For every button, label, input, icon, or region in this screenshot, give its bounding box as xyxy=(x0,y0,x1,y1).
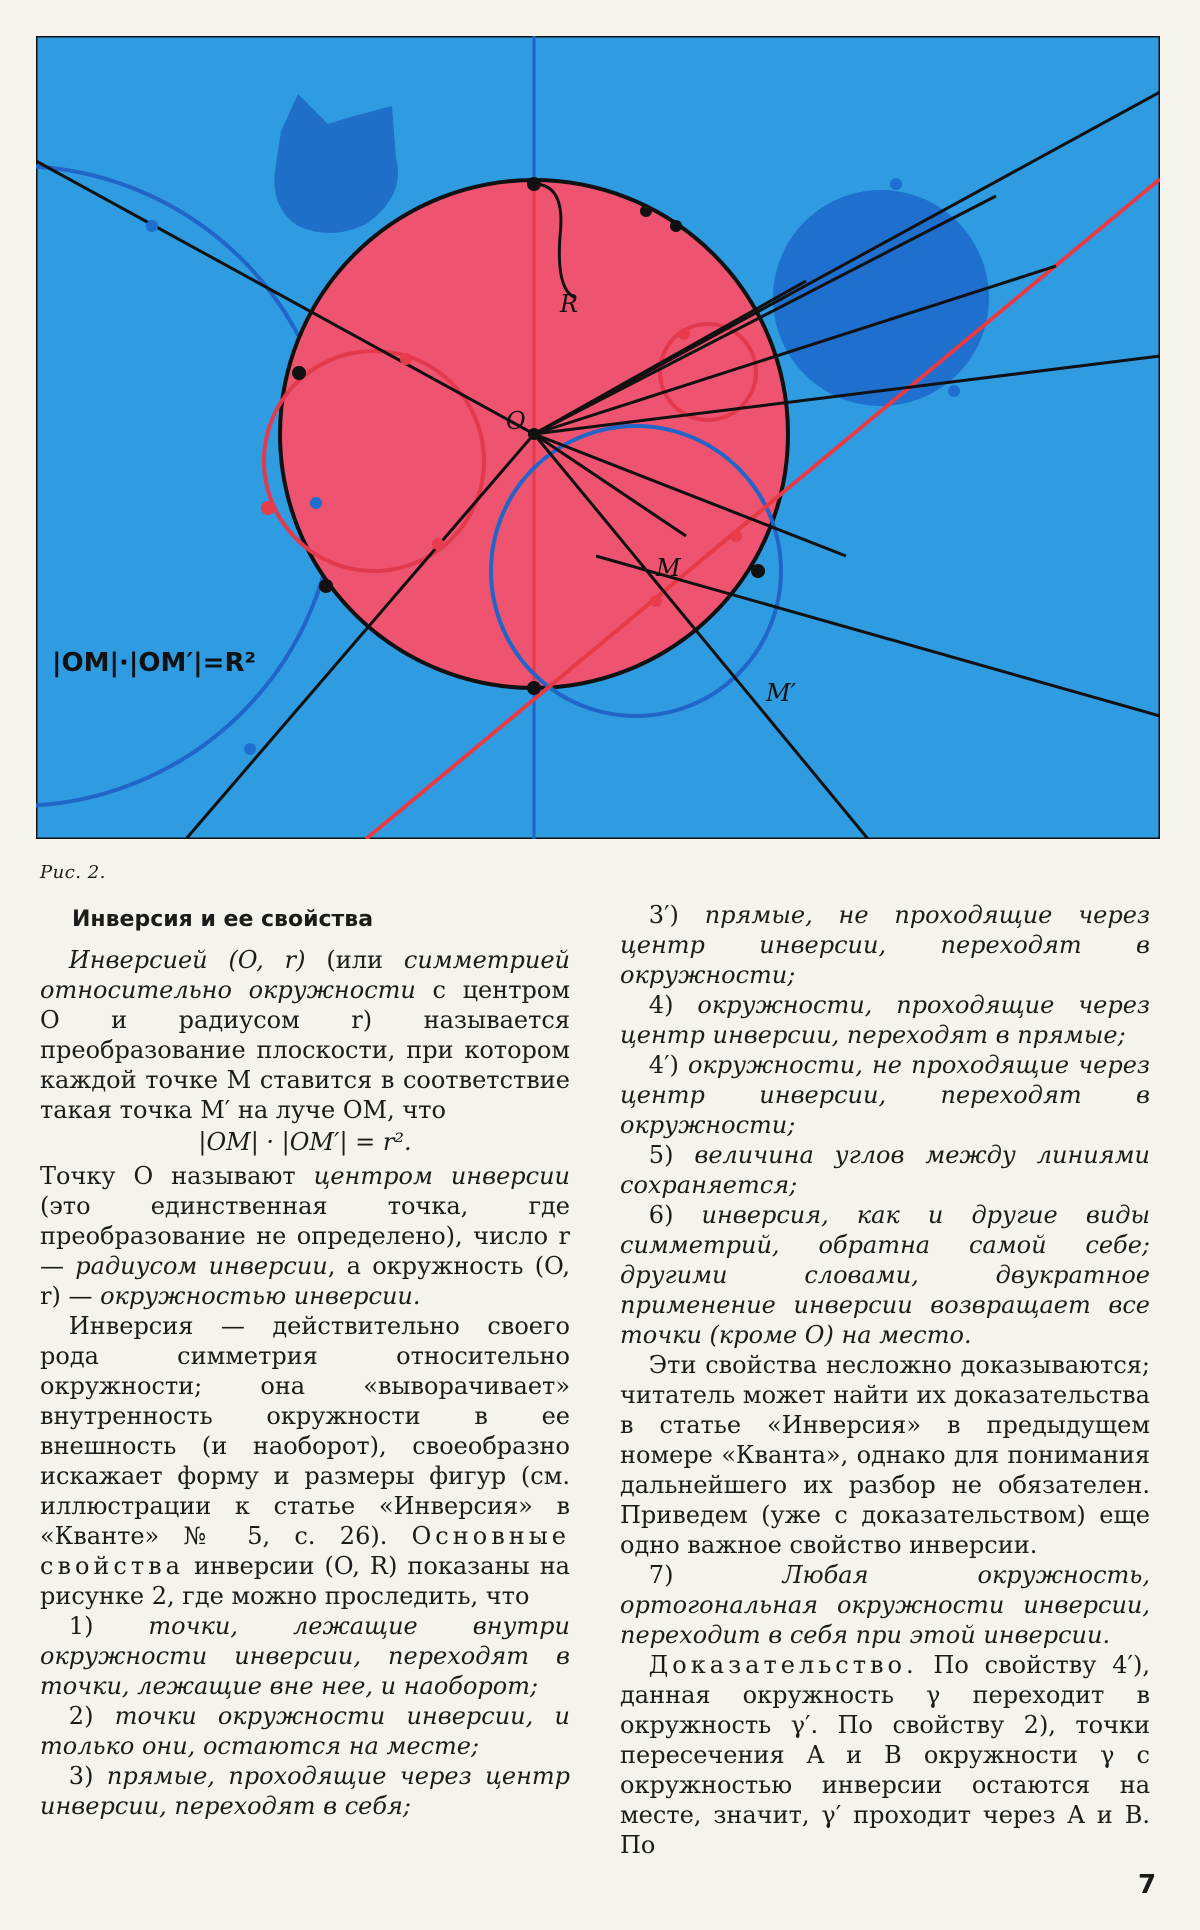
figure-inversion xyxy=(36,36,1160,839)
property-item: 3) прямые, проходящие через центр инверсии, переходят в себя; xyxy=(40,1762,570,1820)
paragraph-center: Точку O называют центром инверсии (это единственная точка, где преобразование не определено), число r — радиусом инверсии, а окружность (O, r) — окружностью инверсии. xyxy=(40,1162,571,1310)
figure-formula: |OM|·|OM′|=R² xyxy=(52,648,256,678)
paragraph-proofs: Эти свойства несложно доказываются; читатель может найти их доказательства в статье «Инверсия» в предыдущем номере «Кванта», однако для понимания дальнейшего их разбор не обязателен. Приведем (уже с доказательством) еще одно важное свойство инверсии. xyxy=(620,1351,1150,1559)
property-item-7: 7) Любая окружность, ортогональная окружности инверсии, переходит в себя при этой инверсии. xyxy=(620,1561,1150,1649)
property-item: 4) окружности, проходящие через центр инверсии, переходят в прямые; xyxy=(620,991,1151,1049)
property-item: 2) точки окружности инверсии, и только они, остаются на месте; xyxy=(40,1702,570,1760)
formula-inversion: |OM| · |OM′| = r². xyxy=(198,1128,412,1156)
property-item: 5) величина углов между линиями сохраняется; xyxy=(620,1141,1150,1199)
section-heading: Инверсия и ее свойства xyxy=(72,907,374,932)
property-item: 3′) прямые, не проходящие через центр инверсии, переходят в окружности; xyxy=(620,901,1150,989)
label-R: R xyxy=(560,290,579,318)
paragraph-proof: Доказательство. По свойству 4′), данная окружность γ переходит в окружность γ′. По свойству 2), точки пересечения A и B окружности γ с окружностью инверсии остаются на месте, значит, γ′ проходит через A и B. По xyxy=(620,1651,1150,1859)
label-M: M xyxy=(656,554,681,582)
property-item: 4′) окружности, не проходящие через центр инверсии, переходят в окружности; xyxy=(620,1051,1150,1139)
property-item: 6) инверсия, как и другие виды симметрий, обратна самой себе; другими словами, двукратное применение инверсии возвращает все точки (кроме O) на место. xyxy=(620,1201,1151,1349)
page-number: 7 xyxy=(1138,1870,1157,1900)
figure-caption: Рис. 2. xyxy=(40,862,106,883)
paragraph-definition: Инверсией (O, r) (или симметрией относительно окружности с центром O и радиусом r) называется преобразование плоскости, при котором каждой точке M ставится в соответствие такая точка M′ на луче OM, что xyxy=(40,946,571,1124)
label-M-prime: M′ xyxy=(766,679,797,707)
right-column xyxy=(620,900,1150,1860)
left-column xyxy=(40,905,570,1821)
property-item: 1) точки, лежащие внутри окружности инверсии, переходят в точки, лежащие вне нее, и наоборот; xyxy=(40,1612,570,1700)
paragraph-symmetry: Инверсия — действительно своего рода симметрия относительно окружности; она «выворачивает» внутренность окружности в ее внешность (и наоборот), своеобразно искажает форму и размеры фигур (см. иллюстрации к статье «Инверсия» в «Кванте» № 5, с. 26). Основные свойства инверсии (O, R) показаны на рисунке 2, где можно проследить, что xyxy=(40,1312,570,1610)
label-O: O xyxy=(506,407,526,435)
